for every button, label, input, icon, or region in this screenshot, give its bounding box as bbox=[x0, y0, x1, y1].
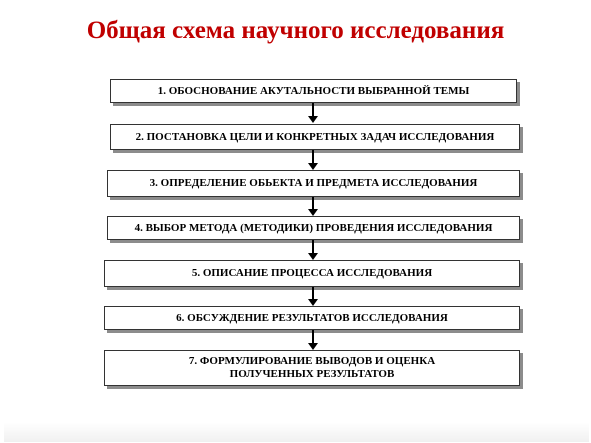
step-box-5 bbox=[104, 260, 520, 287]
step-box-3 bbox=[107, 170, 520, 197]
arrow-6-7 bbox=[308, 330, 318, 350]
arrow-1-2 bbox=[308, 103, 318, 123]
slide-title: Общая схема научного исследования bbox=[86, 17, 505, 44]
step-box-2 bbox=[110, 124, 520, 150]
arrow-3-4 bbox=[308, 197, 318, 216]
step-label-5: 5. ОПИСАНИЕ ПРОЦЕССА ИССЛЕДОВАНИЯ bbox=[191, 267, 433, 279]
arrow-4-5 bbox=[308, 240, 318, 260]
step-label-4: 4. ВЫБОР МЕТОДА (МЕТОДИКИ) ПРОВЕДЕНИЯ ИССЛЕДОВАНИЯ bbox=[134, 221, 493, 234]
arrow-5-6 bbox=[308, 287, 318, 306]
step-box-1 bbox=[110, 79, 517, 103]
step-label-7: 7. ФОРМУЛИРОВАНИЕ ВЫВОДОВ И ОЦЕНКА ПОЛУЧЕННЫХ РЕЗУЛЬТАТОВ bbox=[188, 355, 436, 380]
step-label-6: 6. ОБСУЖДЕНИЕ РЕЗУЛЬТАТОВ ИССЛЕДОВАНИЯ bbox=[176, 311, 448, 324]
step-box-6 bbox=[104, 306, 520, 330]
step-label-1: 1. ОБОСНОВАНИЕ АКУТАЛЬНОСТИ ВЫБРАННОЙ ТЕМЫ bbox=[157, 84, 470, 97]
slide-bottom-shadow bbox=[4, 422, 589, 442]
step-label-3: 3. ОПРЕДЕЛЕНИЕ ОБЬЕКТА И ПРЕДМЕТА ИССЛЕДОВАНИЯ bbox=[149, 177, 478, 189]
step-box-7 bbox=[104, 350, 520, 386]
arrow-2-3 bbox=[308, 150, 318, 170]
step-box-4 bbox=[107, 216, 520, 240]
step-label-2: 2. ПОСТАНОВКА ЦЕЛИ И КОНКРЕТНЫХ ЗАДАЧ ИССЛЕДОВАНИЯ bbox=[135, 130, 495, 143]
